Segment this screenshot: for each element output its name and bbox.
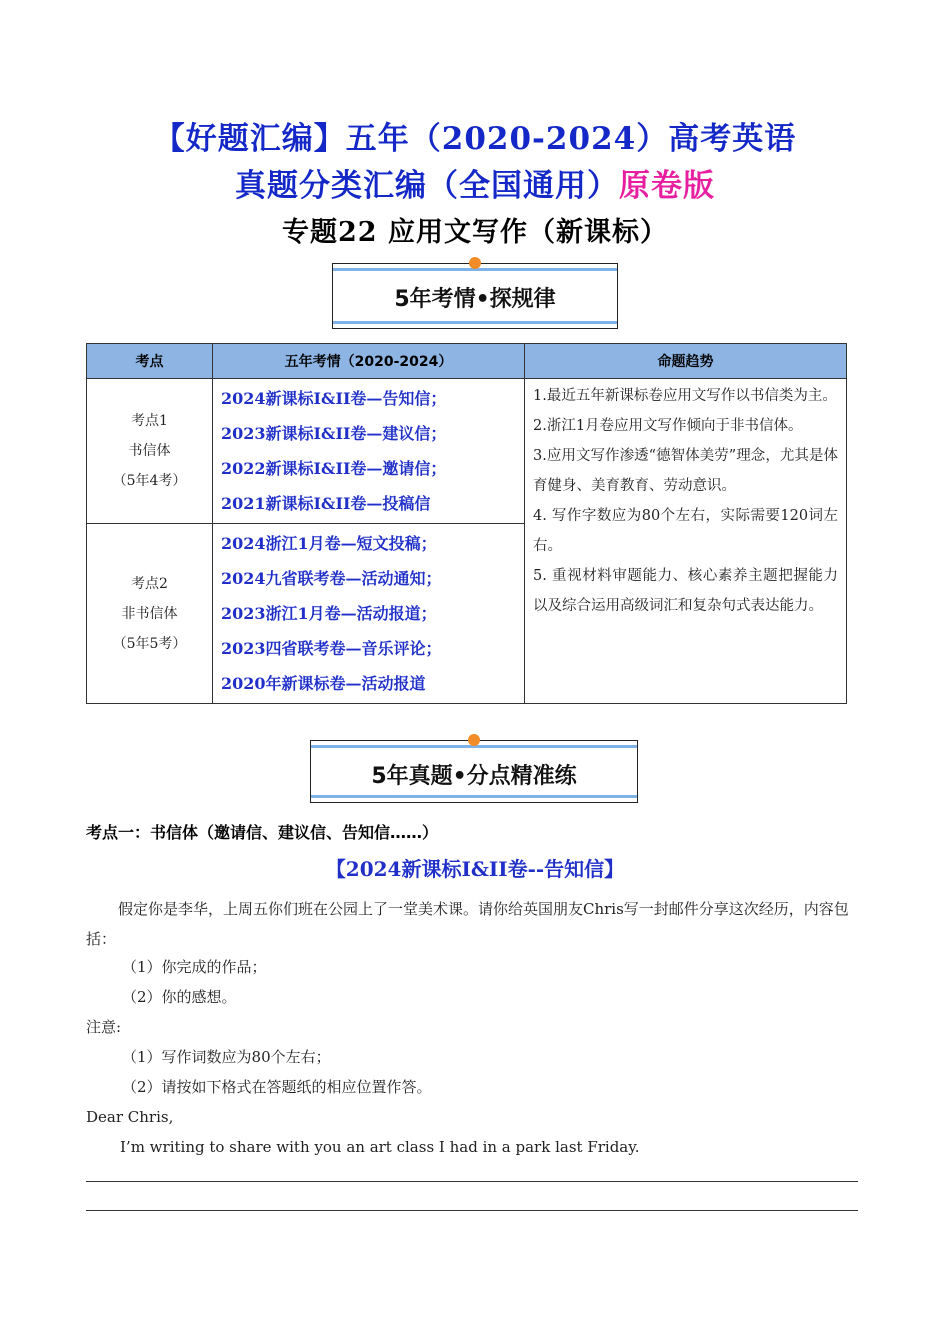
trend-item: 2.浙江1月卷应用文写作倾向于非书信体。 bbox=[533, 418, 803, 434]
header-trend: 命题趋势 bbox=[525, 344, 847, 379]
trend-item: 1.最近五年新课标卷应用文写作以书信类为主。 bbox=[533, 388, 837, 404]
topic-subtitle: 专题22 应用文写作（新课标） bbox=[282, 217, 668, 248]
banner-label: 5年真题•分点精准练 bbox=[371, 764, 577, 789]
orange-dot-icon bbox=[469, 257, 481, 269]
header-point: 考点 bbox=[87, 344, 213, 379]
title-line-2-main: 真题分类汇编（全国通用） bbox=[235, 168, 619, 204]
trend-item: 4. 写作字数应为80个左右，实际需要120词左右。 bbox=[533, 508, 838, 554]
letter-greeting: Dear Chris, bbox=[86, 1108, 174, 1126]
point-frequency: （5年5考） bbox=[112, 635, 187, 652]
exam-analysis-table bbox=[86, 343, 847, 704]
title-line-2 bbox=[0, 160, 950, 205]
title-line-2-highlight: 原卷版 bbox=[619, 168, 715, 204]
note-item: （2）请按如下格式在答题纸的相应位置作答。 bbox=[122, 1078, 432, 1096]
year-entry: 2024九省联考卷—活动通知； bbox=[221, 569, 442, 588]
prompt-item: （2）你的感想。 bbox=[122, 988, 237, 1006]
year-entry: 2023浙江1月卷—活动报道； bbox=[221, 604, 437, 623]
trend-cell bbox=[525, 379, 847, 704]
trend-item: 3.应用文写作渗透“德智体美劳”理念，尤其是体育健身、美育教育、劳动意识。 bbox=[533, 448, 838, 494]
exam-point-cell bbox=[87, 379, 213, 524]
year-entry: 2022新课标I&II卷—邀请信； bbox=[221, 459, 447, 478]
year-entry: 2023四省联考卷—音乐评论； bbox=[221, 639, 442, 658]
prompt-text: 假定你是李华，上周五你们班在公园上了一堂美术课。请你给英国朋友Chris写一封邮件分享这次经历，内容包括： bbox=[86, 900, 849, 948]
letter-opening: I’m writing to share with you an art class I had in a park last Friday. bbox=[120, 1138, 640, 1156]
note-label: 注意: bbox=[86, 1018, 122, 1036]
year-entry: 2021新课标I&II卷—投稿信 bbox=[221, 494, 431, 513]
year-entry: 2024新课标I&II卷—告知信； bbox=[221, 389, 447, 408]
exam-point-cell bbox=[87, 524, 213, 704]
answer-line bbox=[86, 1210, 858, 1211]
note-item: （1）写作词数应为80个左右； bbox=[122, 1048, 331, 1066]
year-entry: 2024浙江1月卷—短文投稿； bbox=[221, 534, 437, 553]
point-number: 考点2 bbox=[131, 575, 168, 592]
orange-dot-icon bbox=[468, 734, 480, 746]
point-name: 书信体 bbox=[128, 443, 171, 459]
answer-line bbox=[86, 1181, 858, 1182]
exam-years-cell bbox=[213, 379, 525, 524]
trend-item: 5. 重视材料审题能力、核心素养主题把握能力以及综合运用高级词汇和复杂句式表达能力。 bbox=[533, 568, 838, 614]
exam-years-cell bbox=[213, 524, 525, 704]
point-frequency: （5年4考） bbox=[112, 473, 187, 489]
table-row bbox=[87, 379, 847, 524]
question-heading: 【2024新课标I&II卷--告知信】 bbox=[325, 857, 625, 881]
banner-label: 5年考情•探规律 bbox=[394, 287, 556, 312]
title-line-1: 【好题汇编】五年（2020-2024）高考英语 bbox=[153, 121, 797, 157]
year-entry: 2023新课标I&II卷—建议信； bbox=[221, 424, 447, 443]
table-header-row bbox=[87, 344, 847, 379]
banner-practice bbox=[310, 740, 638, 803]
banner-exam-analysis bbox=[332, 263, 618, 329]
year-entry: 2020年新课标卷—活动报道 bbox=[221, 674, 426, 693]
section-heading: 考点一：书信体（邀请信、建议信、告知信……） bbox=[86, 823, 439, 842]
point-number: 考点1 bbox=[131, 413, 168, 429]
point-name: 非书信体 bbox=[121, 605, 178, 622]
prompt-item: （1）你完成的作品； bbox=[122, 958, 267, 976]
header-years: 五年考情（2020-2024） bbox=[213, 344, 525, 379]
